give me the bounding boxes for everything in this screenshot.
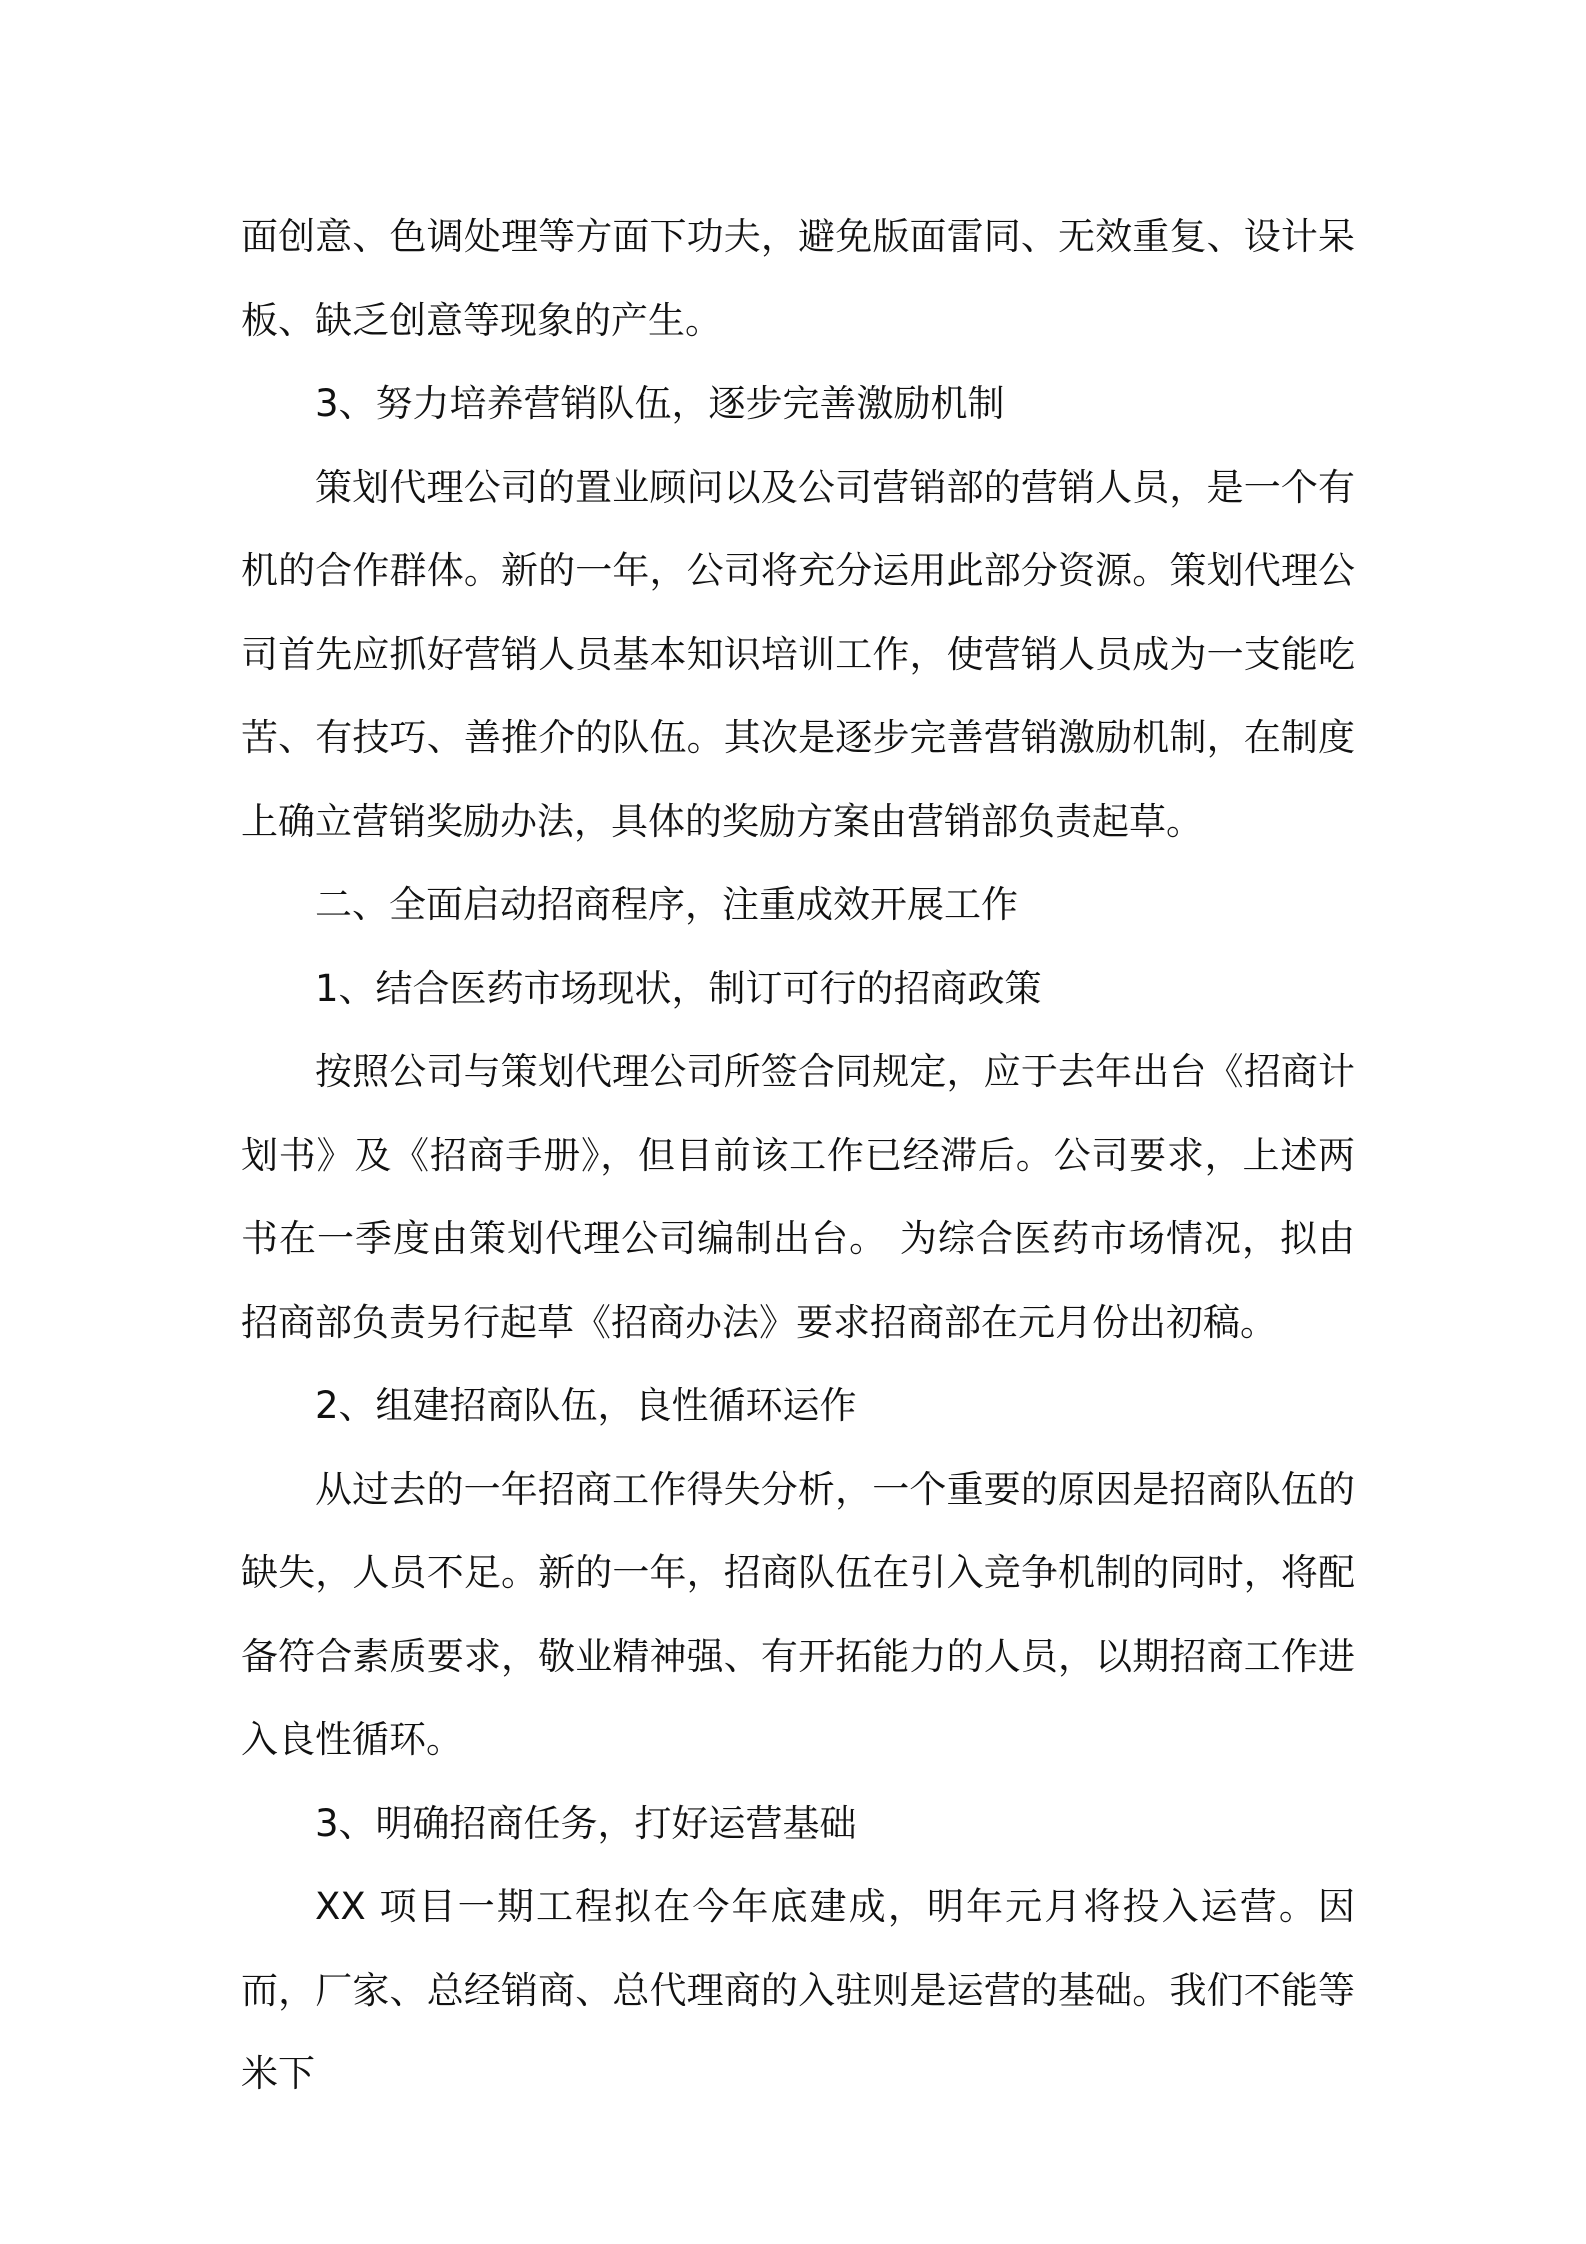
heading-investment-team: 2、组建招商队伍，良性循环运作 [315,1384,857,1427]
heading-investment-tasks: 3、明确招商任务，打好运营基础 [315,1801,857,1845]
paragraph-investment-team: 从过去的一年招商工作得失分析，一个重要的原因是招商队伍的缺失，人员不足。新的一年，招商队伍在引入竞争机制的同时，将配备符合素质要求，敬业精神强、有开拓能力的人员，以期招商工作进入良性循环。 [241,1467,1355,1761]
paragraph-continued: 面创意、色调处理等方面下功夫，避免版面雷同、无效重复、设计呆板、缺乏创意等现象的产生。 [241,215,1355,342]
heading-investment-policy: 1、结合医药市场现状，制订可行的招商政策 [315,966,1042,1010]
heading-marketing-team: 3、努力培养营销队伍，逐步完善激励机制 [315,382,1005,425]
paragraph-marketing-team: 策划代理公司的置业顾问以及公司营销部的营销人员，是一个有机的合作群体。新的一年，公司将充分运用此部分资源。策划代理公司首先应抓好营销人员基本知识培训工作，使营销人员成为一支能吃苦、有技巧、善推介的队伍。其次是逐步完善营销激励机制，在制度上确立营销奖励办法，具体的奖励方案由营销部负责起草。 [241,465,1355,843]
paragraph-investment-tasks: XX 项目一期工程拟在今年底建成，明年元月将投入运营。因而，厂家、总经销商、总代理商的入驻则是运营的基础。我们不能等米下 [241,1885,1355,2095]
heading-investment-program: 二、全面启动招商程序，注重成效开展工作 [315,883,1018,926]
document-body [241,195,1355,2116]
paragraph-investment-policy: 按照公司与策划代理公司所签合同规定，应于去年出台《招商计划书》及《招商手册》，但目前该工作已经滞后。公司要求，上述两书在一季度由策划代理公司编制出台。 为综合医药市场情况，拟由招商部负责另行起草《招商办法》要求招商部在元月份出初稿。 [241,1050,1355,1344]
